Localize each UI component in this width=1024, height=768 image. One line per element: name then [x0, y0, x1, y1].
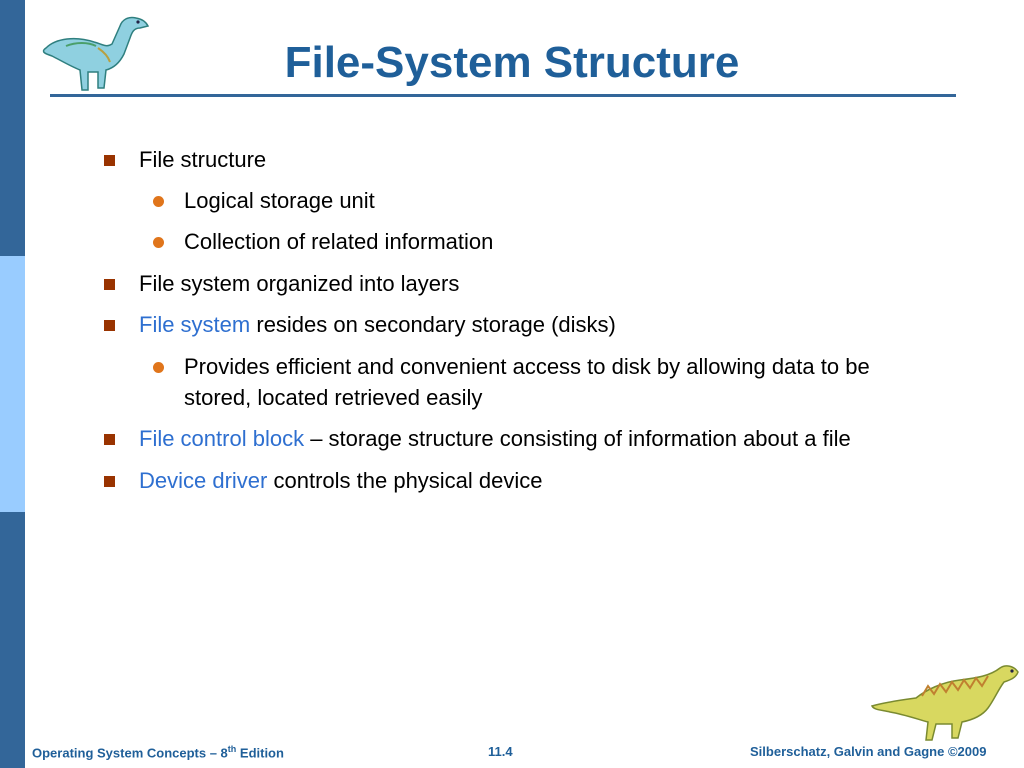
square-bullet-icon [104, 279, 115, 290]
round-bullet-icon [153, 362, 164, 373]
bullet-text [139, 310, 616, 340]
bullet-text: Logical storage unit [184, 188, 375, 213]
sidebar-stripe-middle [0, 256, 25, 512]
footer-authors: Silberschatz, Galvin and Gagne ©2009 [750, 744, 987, 759]
footer-page-number: 11.4 [488, 744, 513, 759]
square-bullet-icon [104, 155, 115, 166]
bullet-rest-text: – storage structure consisting of information about a file [304, 426, 851, 451]
bullet-text: Collection of related information [184, 229, 494, 254]
bullet-text: File system organized into layers [139, 271, 460, 296]
footer-book-title-text: Operating System Concepts – 8 [32, 745, 228, 761]
bullet-text [139, 466, 543, 496]
slide-title: File-System Structure [284, 38, 740, 87]
highlight-term: Device driver [139, 468, 268, 493]
round-bullet-icon [153, 196, 164, 207]
bullet-text: File structure [139, 147, 267, 172]
bullet-rest-text: controls the physical device [267, 468, 543, 493]
title-underline [50, 94, 956, 97]
footer-edition-text: Edition [236, 745, 284, 761]
round-bullet-icon [153, 237, 164, 248]
sidebar-stripe-bottom [0, 512, 25, 768]
bullet-text: Provides efficient and convenient access to disk by allowing data to be [184, 354, 870, 379]
highlight-term: File system [139, 312, 251, 337]
bullet-text-continuation: stored, located retrieved easily [184, 385, 483, 410]
bullet-text [139, 424, 851, 454]
highlight-term: File control block [139, 426, 305, 451]
bullet-rest-text: resides on secondary storage (disks) [250, 312, 616, 337]
square-bullet-icon [104, 320, 115, 331]
dinosaur-icon [866, 660, 1024, 744]
square-bullet-icon [104, 434, 115, 445]
footer-book-title [32, 744, 284, 760]
footer-edition-sup: th [227, 744, 237, 754]
square-bullet-icon [104, 476, 115, 487]
